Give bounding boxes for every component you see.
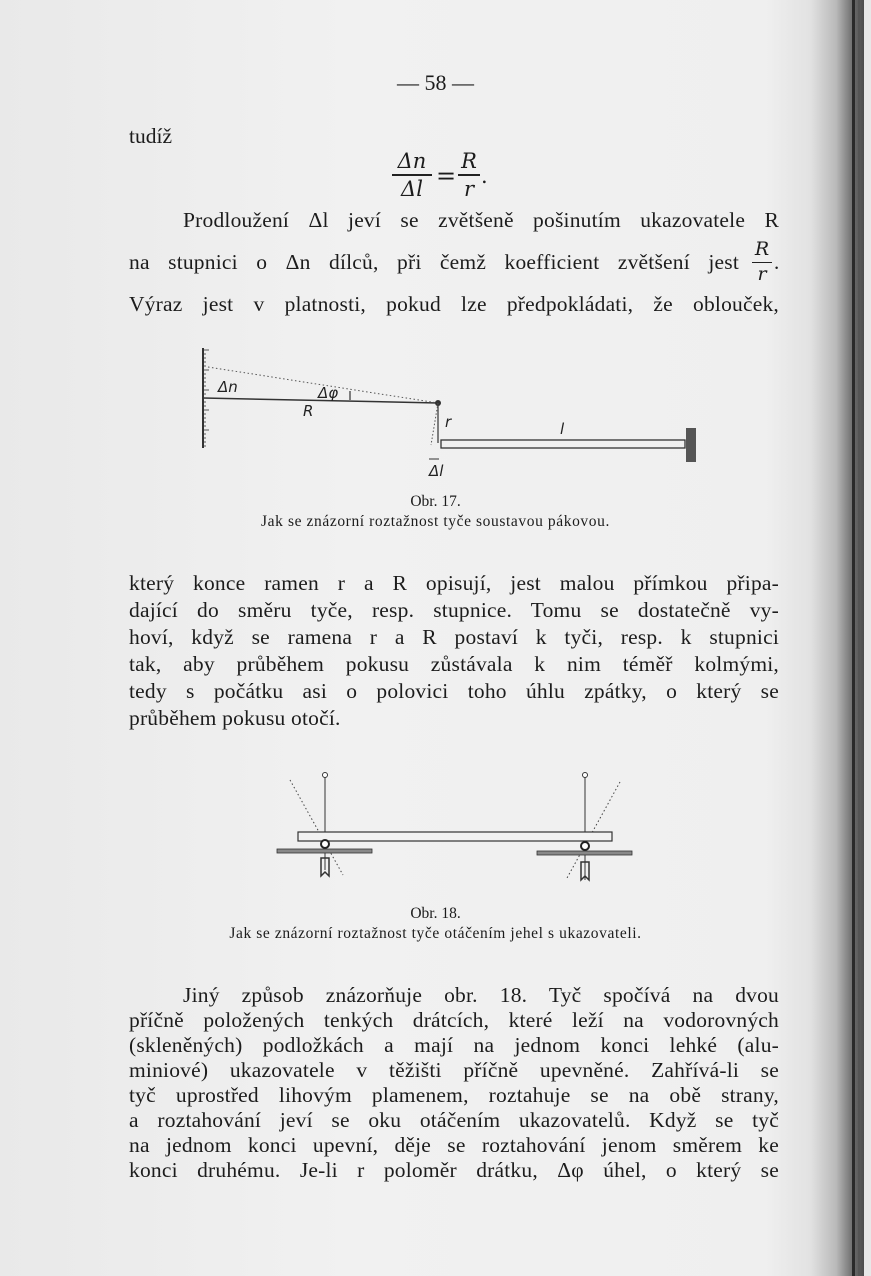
paragraph-line: na jednom konci upevní, děje se roztahování jenom směrem ke	[129, 1133, 779, 1157]
left-pointer-deflected	[290, 780, 343, 875]
label-delta-phi: Δφ	[318, 384, 339, 402]
paragraph-line: a roztahování jeví se oku otáčením ukazovatelů. Když se tyč	[129, 1108, 779, 1132]
equals-sign: =	[436, 162, 457, 190]
numerator: R	[754, 238, 770, 260]
paragraph-line: (skleněných) podložkách a mají na jednom konci lehké (alu-	[129, 1033, 779, 1057]
lead-word: tudíž	[129, 124, 172, 148]
paragraph-line: Jiný způsob znázorňuje obr. 18. Tyč spočívá na dvou	[183, 983, 779, 1007]
left-glass-support	[277, 849, 372, 853]
inline-period: .	[774, 250, 780, 274]
figure-17-number: Obr. 17.	[410, 493, 461, 510]
numerator: Δn	[397, 149, 427, 173]
label-delta-l: Δl	[429, 462, 444, 480]
paragraph-line: tak, aby průběhem pokusu zůstávala k nim téměř kolmými,	[129, 652, 779, 676]
figure-18-caption: Jak se znázorní roztažnost tyče otáčením jehel s ukazovateli.	[229, 925, 642, 942]
denominator: Δl	[401, 176, 423, 201]
figure-17-caption: Jak se znázorní roztažnost tyče soustavou pákovou.	[261, 513, 610, 530]
paragraph-line: který konce ramen r a R opisují, jest malou přímkou připa-	[129, 571, 779, 595]
label-R: R	[303, 402, 314, 420]
paragraph-line: příčně položených tenkých drátcích, které leží na vodorovných	[129, 1008, 779, 1032]
left-wire	[321, 840, 329, 848]
paragraph-line: na stupnici o Δn dílců, při čemž koefficient zvětšení jest	[129, 250, 739, 274]
equation-period: .	[481, 164, 488, 188]
label-delta-n: Δn	[218, 378, 238, 396]
rod	[298, 832, 612, 841]
numerator: R	[461, 149, 477, 173]
label-r: r	[445, 413, 452, 431]
right-glass-support	[537, 851, 632, 855]
paragraph-line: konci druhému. Je-li r poloměr drátku, Δφ úhel, o který se	[129, 1158, 779, 1182]
right-wire	[581, 842, 589, 850]
paragraph-line: průběhem pokusu otočí.	[129, 706, 341, 730]
label-l: l	[560, 420, 565, 438]
paragraph-line: hoví, když se ramena r a R postaví k tyči, resp. k stupnici	[129, 625, 779, 649]
denominator: r	[463, 176, 475, 201]
right-pointer-deflected	[567, 782, 620, 878]
paragraph-line: miniové) ukazovatele v těžišti příčně upevněné. Zahřívá-li se	[129, 1058, 779, 1082]
paragraph-line: Prodloužení Δl jeví se zvětšeně pošinutím ukazovatele R	[183, 208, 779, 232]
paragraph-line: tedy s počátku asi o polovici toho úhlu zpátky, o který se	[129, 679, 779, 703]
paragraph-line: dající do směru tyče, resp. stupnice. Tomu se dostatečně vy-	[129, 598, 779, 622]
paragraph-line: tyč uprostřed lihovým plamenem, roztahuje se na obě strany,	[129, 1083, 779, 1107]
paragraph-line: Výraz jest v platnosti, pokud lze předpokládati, že oblouček,	[129, 292, 779, 316]
page-number: — 58 —	[397, 70, 474, 95]
figure-18-number: Obr. 18.	[410, 905, 461, 922]
denominator: r	[757, 263, 767, 286]
